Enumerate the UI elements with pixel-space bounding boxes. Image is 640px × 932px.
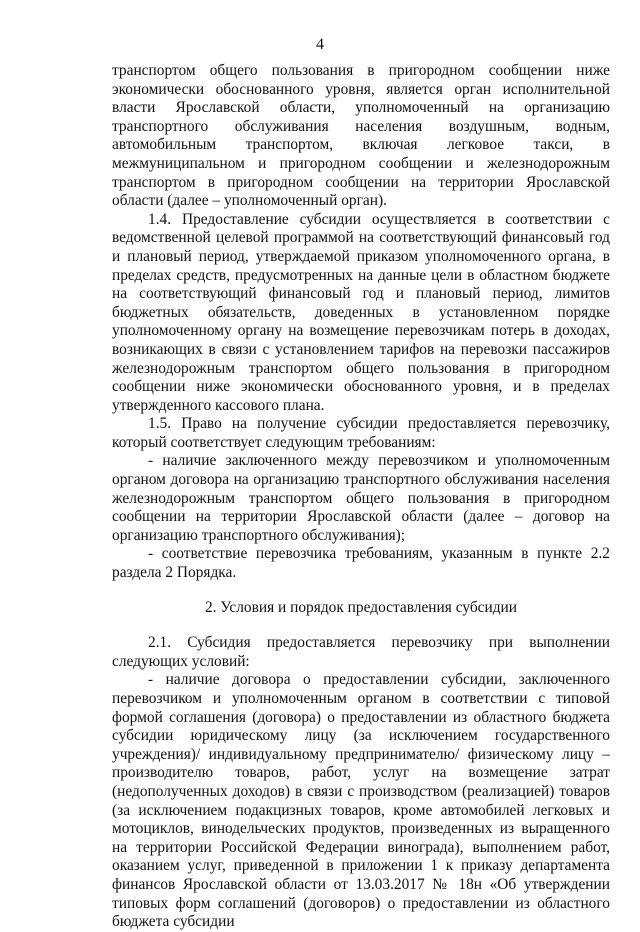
- page-number: 4: [316, 36, 324, 53]
- paragraph-2-1: 2.1. Субсидия предоставляется перевозчику при выполнении следующих условий:: [112, 634, 610, 670]
- document-body: [112, 62, 610, 932]
- section-heading: 2. Условия и порядок предоставления субсидии: [204, 598, 518, 616]
- paragraph-1-4: 1.4. Предоставление субсидии осуществляется в соответствии с ведомственной целевой программой на соответствующий финансовый год и плановый период, утверждаемой приказом уполномоченного органа, в пределах средств, предусмотренных на данные цели в областном бюджете на соответствующий финансовый год и плановый период, лимитов бюджетных обязательств, доведенных в установленном порядке уполномоченному органу на возмещение перевозчикам потерь в доходах, возникающих в связи с установлением тарифов на перевозки пассажиров железнодорожным транспортом общего пользования в пригородном сообщении ниже экономически обоснованного уровня, и в пределах утвержденного кассового плана.: [112, 210, 610, 414]
- paragraph-condition-agreement: - наличие договора о предоставлении субсидии, заключенного перевозчиком и уполномоченным органом в соответствии с типовой формой соглашения (договора) о предоставлении из областного бюджета субсидии юридическому лицу (за исключением государственного учреждения)/ индивидуальному предпринимателю/ физическому лицу – производителю товаров, работ, услуг на возмещение затрат (недополученных доходов) в связи с производством (реализацией) товаров (за исключением подакцизных товаров, кроме автомобилей легковых и мотоциклов, винодельческих продуктов, произведенных из выращенного на территории Российской Федерации винограда), выполнением работ, оказанием услуг, приведенной в приложении 1 к приказу департамента финансов Ярославской области от 13.03.2017 № 18н «Об утверждении типовых форм соглашений (договоров) о предоставлении из областного бюджета субсидии: [112, 671, 610, 931]
- paragraph-continuation: транспортом общего пользования в пригородном сообщении ниже экономически обоснованного уровня, является орган исполнительной власти Ярославской области, уполномоченный на организацию транспортного обслуживания населения воздушным, водным, автомобильным транспортом, включая легковое такси, в межмуниципальном и пригородном сообщении и железнодорожным транспортом в пригородном сообщении на территории Ярославской области (далее – уполномоченный орган).: [112, 62, 610, 210]
- paragraph-requirement-contract: - наличие заключенного между перевозчиком и уполномоченным органом договора на организацию транспортного обслуживания населения железнодорожным транспортом общего пользования в пригородном сообщении на территории Ярославской области (далее – договор на организацию транспортного обслуживания);: [112, 452, 610, 544]
- paragraph-1-5: 1.5. Право на получение субсидии предоставляется перевозчику, который соответствует следующим требованиям:: [112, 415, 610, 451]
- paragraph-requirement-compliance: - соответствие перевозчика требованиям, указанным в пункте 2.2 раздела 2 Порядка.: [112, 545, 610, 582]
